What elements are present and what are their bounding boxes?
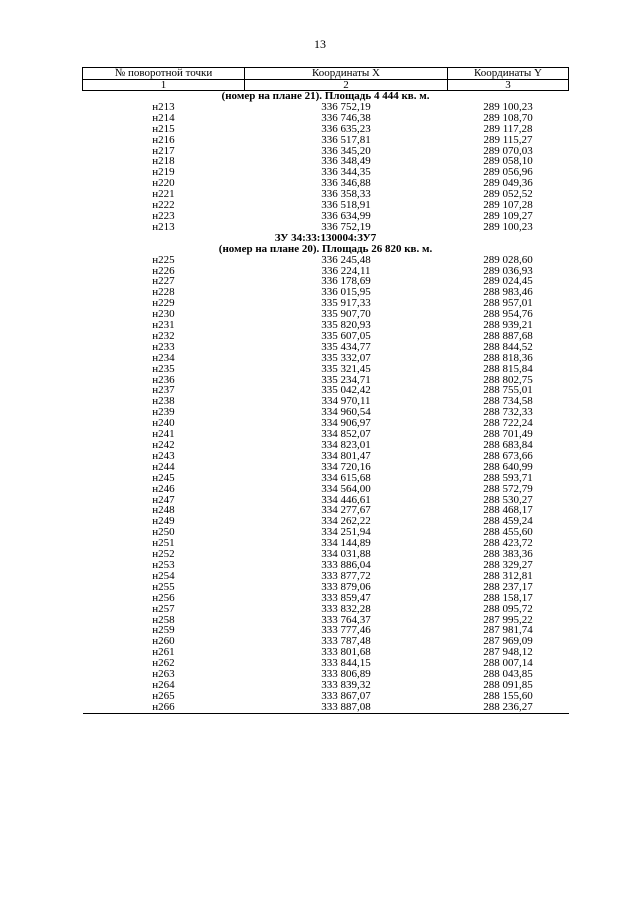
point-number-cell: н235 <box>152 363 175 375</box>
table-row <box>83 560 569 571</box>
coordinate-x-cell: 334 144,89 <box>321 538 371 550</box>
coordinate-x-cell: 333 801,68 <box>321 647 371 659</box>
point-number-cell: н231 <box>152 320 175 331</box>
table-row <box>83 178 569 189</box>
table-row <box>83 385 569 396</box>
header-coordinate-x: Координаты X <box>245 68 448 80</box>
coordinate-x-cell: 336 752,19 <box>321 101 371 113</box>
point-number-cell: н221 <box>152 189 175 201</box>
coordinate-y-cell: 289 058,10 <box>483 156 533 168</box>
table-row <box>83 429 569 440</box>
table-row <box>83 462 569 473</box>
page-number: 13 <box>314 37 326 51</box>
coordinate-x-cell: 336 746,38 <box>321 112 371 124</box>
table-row <box>83 266 569 277</box>
table-row <box>83 276 569 287</box>
table-row <box>83 647 569 658</box>
coordinate-x-cell: 333 877,72 <box>321 570 371 582</box>
point-number-cell: н249 <box>152 516 175 528</box>
coordinate-y-cell: 287 995,22 <box>483 614 533 626</box>
table-body <box>83 91 569 714</box>
coordinates-table <box>82 67 569 714</box>
coordinate-x-cell: 334 801,47 <box>321 450 371 462</box>
table-row <box>83 658 569 669</box>
table-row <box>83 593 569 604</box>
point-number-cell: н266 <box>83 702 245 713</box>
coordinate-x-cell: 334 251,94 <box>321 527 371 539</box>
table-row <box>83 102 569 113</box>
coordinate-x-cell: 333 844,15 <box>321 658 371 670</box>
section-heading-row <box>83 233 569 244</box>
table-row <box>83 549 569 560</box>
coordinate-x-cell: 333 887,08 <box>245 702 448 713</box>
point-number-cell: н213 <box>152 221 175 233</box>
point-number-cell: н233 <box>152 341 175 353</box>
coordinate-x-cell: 334 615,68 <box>321 472 371 484</box>
coordinate-x-cell: 335 820,93 <box>321 320 371 331</box>
coordinates-table-container <box>82 67 568 714</box>
header-column-number-1: 1 <box>83 80 245 91</box>
table-row <box>83 451 569 462</box>
coordinate-x-cell: 335 607,05 <box>321 330 371 342</box>
coordinate-x-cell: 334 720,16 <box>321 461 371 473</box>
point-number-cell: н258 <box>152 614 175 626</box>
point-number-cell: н236 <box>152 374 175 386</box>
coordinate-y-cell: 288 887,68 <box>483 330 533 342</box>
coordinate-y-cell: 288 423,72 <box>483 538 533 550</box>
table-row <box>83 146 569 157</box>
table-row <box>83 342 569 353</box>
coordinate-x-cell: 334 031,88 <box>321 549 371 560</box>
table-row <box>83 113 569 124</box>
point-number-cell: н247 <box>152 494 175 506</box>
coordinate-y-cell: 288 007,14 <box>483 658 533 670</box>
coordinate-x-cell: 334 564,00 <box>321 483 371 495</box>
coordinate-x-cell: 334 906,97 <box>321 418 371 430</box>
point-number-cell: н240 <box>152 418 175 430</box>
coordinate-y-cell: 288 954,76 <box>483 309 533 321</box>
point-number-cell: н265 <box>152 690 175 702</box>
coordinate-x-cell: 333 879,06 <box>321 581 371 593</box>
point-number-cell: н237 <box>152 385 175 397</box>
coordinate-x-cell: 335 907,70 <box>321 309 371 321</box>
coordinate-y-cell: 288 755,01 <box>483 385 533 397</box>
coordinate-y-cell: 288 158,17 <box>483 592 533 604</box>
point-number-cell: н222 <box>152 200 175 211</box>
coordinate-y-cell: 288 818,36 <box>483 352 533 364</box>
coordinate-y-cell: 289 052,52 <box>483 189 533 201</box>
header-column-number-3: 3 <box>448 80 569 91</box>
coordinate-y-cell: 289 108,70 <box>483 112 533 124</box>
point-number-cell: н239 <box>152 407 175 419</box>
point-number-cell: н227 <box>152 276 175 288</box>
coordinate-x-cell: 333 787,48 <box>321 636 371 648</box>
coordinate-x-cell: 336 634,99 <box>321 210 371 222</box>
header-coordinate-y: Координаты Y <box>448 68 569 80</box>
coordinate-y-cell: 289 100,23 <box>483 101 533 113</box>
point-number-cell: н223 <box>152 210 175 222</box>
coordinate-x-cell: 335 332,07 <box>321 352 371 364</box>
point-number-cell: н254 <box>152 570 175 582</box>
point-number-cell: н215 <box>152 123 175 135</box>
table-row <box>83 353 569 364</box>
table-row <box>83 636 569 647</box>
point-number-cell: н232 <box>152 330 175 342</box>
table-row <box>83 124 569 135</box>
table-row <box>83 505 569 516</box>
table-row <box>83 331 569 342</box>
point-number-cell: н217 <box>152 145 175 157</box>
point-number-cell: н228 <box>152 287 175 299</box>
point-number-cell: н244 <box>152 461 175 473</box>
point-number-cell: н251 <box>152 538 175 550</box>
coordinate-x-cell: 333 764,37 <box>321 614 371 626</box>
coordinate-y-cell: 289 070,03 <box>483 145 533 157</box>
coordinate-x-cell: 336 358,33 <box>321 189 371 201</box>
point-number-cell: н250 <box>152 527 175 539</box>
coordinate-x-cell: 336 518,91 <box>321 200 371 211</box>
coordinate-y-cell: 288 802,75 <box>483 374 533 386</box>
coordinate-y-cell: 288 237,17 <box>483 581 533 593</box>
table-row <box>83 473 569 484</box>
table-row <box>83 375 569 386</box>
coordinate-y-cell: 288 095,72 <box>483 603 533 615</box>
table-row <box>83 440 569 451</box>
coordinate-y-cell: 288 459,24 <box>483 516 533 528</box>
coordinate-x-cell: 336 752,19 <box>321 221 371 233</box>
coordinate-x-cell: 335 917,33 <box>321 298 371 310</box>
coordinate-x-cell: 335 042,42 <box>321 385 371 397</box>
table-header <box>83 68 569 91</box>
coordinate-x-cell: 336 345,20 <box>321 145 371 157</box>
point-number-cell: н257 <box>152 603 175 615</box>
point-number-cell: н264 <box>152 679 175 691</box>
coordinate-x-cell: 333 806,89 <box>321 669 371 680</box>
coordinate-x-cell: 336 344,35 <box>321 167 371 179</box>
point-number-cell: н262 <box>152 658 175 670</box>
coordinate-y-cell: 288 468,17 <box>483 505 533 517</box>
point-number-cell: н263 <box>152 669 175 680</box>
table-row <box>83 582 569 593</box>
coordinate-y-cell: 289 100,23 <box>483 221 533 233</box>
table-row <box>83 287 569 298</box>
table-row <box>83 407 569 418</box>
point-number-cell: н242 <box>152 440 175 451</box>
coordinate-y-cell: 289 115,27 <box>483 134 533 146</box>
coordinate-x-cell: 333 867,07 <box>321 690 371 702</box>
table-row <box>83 604 569 615</box>
coordinate-y-cell: 288 043,85 <box>483 669 533 680</box>
table-row <box>83 495 569 506</box>
section-heading: ЗУ 34:33:130004:ЗУ7 <box>274 232 377 244</box>
coordinate-x-cell: 336 346,88 <box>321 178 371 190</box>
table-row <box>83 615 569 626</box>
point-number-cell: н226 <box>152 265 175 277</box>
coordinate-x-cell: 333 886,04 <box>321 559 371 571</box>
point-number-cell: н245 <box>152 472 175 484</box>
coordinate-y-cell: 288 722,24 <box>483 418 533 430</box>
point-number-cell: н253 <box>152 559 175 571</box>
point-number-cell: н219 <box>152 167 175 179</box>
table-row <box>83 200 569 211</box>
table-row <box>83 571 569 582</box>
coordinate-y-cell: 289 056,96 <box>483 167 533 179</box>
point-number-cell: н252 <box>152 549 175 560</box>
coordinate-x-cell: 334 960,54 <box>321 407 371 419</box>
coordinate-y-cell: 288 983,46 <box>483 287 533 299</box>
coordinate-y-cell: 288 383,36 <box>483 549 533 560</box>
table-row <box>83 625 569 636</box>
point-number-cell: н248 <box>152 505 175 517</box>
coordinate-y-cell: 288 957,01 <box>483 298 533 310</box>
coordinate-y-cell: 288 236,27 <box>448 702 569 713</box>
coordinate-y-cell: 288 683,84 <box>483 440 533 451</box>
coordinate-y-cell: 288 530,27 <box>483 494 533 506</box>
point-number-cell: н241 <box>152 429 175 440</box>
section-heading: (номер на плане 20). Площадь 26 820 кв. м. <box>218 243 433 255</box>
point-number-cell: н234 <box>152 352 175 364</box>
coordinate-x-cell: 336 015,95 <box>321 287 371 299</box>
point-number-cell: н246 <box>152 483 175 495</box>
coordinate-x-cell: 334 277,67 <box>321 505 371 517</box>
coordinate-y-cell: 287 981,74 <box>483 625 533 637</box>
table-row <box>83 156 569 167</box>
table-row <box>83 396 569 407</box>
point-number-cell: н229 <box>152 298 175 310</box>
point-number-cell: н218 <box>152 156 175 168</box>
point-number-cell: н260 <box>152 636 175 648</box>
coordinate-x-cell: 334 446,61 <box>321 494 371 506</box>
coordinate-x-cell: 334 970,11 <box>321 396 371 408</box>
coordinate-y-cell: 289 117,28 <box>483 123 533 135</box>
section-heading-row <box>83 244 569 255</box>
coordinate-x-cell: 336 635,23 <box>321 123 371 135</box>
coordinate-y-cell: 288 593,71 <box>483 472 533 484</box>
coordinate-y-cell: 288 572,79 <box>483 483 533 495</box>
table-row <box>83 669 569 680</box>
coordinate-x-cell: 333 859,47 <box>321 592 371 604</box>
point-number-cell: н213 <box>152 101 175 113</box>
point-number-cell: н225 <box>152 254 175 266</box>
table-row <box>83 189 569 200</box>
table-row <box>83 538 569 549</box>
point-number-cell: н255 <box>152 581 175 593</box>
table-row <box>83 309 569 320</box>
table-row <box>83 320 569 331</box>
coordinate-x-cell: 334 852,07 <box>321 429 371 440</box>
table-row <box>83 298 569 309</box>
coordinate-y-cell: 289 024,45 <box>483 276 533 288</box>
table-row <box>83 211 569 222</box>
point-number-cell: н238 <box>152 396 175 408</box>
section-heading-row <box>83 91 569 102</box>
table-row <box>83 680 569 691</box>
header-point-number: № поворотной точки <box>83 68 245 80</box>
table-row <box>83 516 569 527</box>
coordinate-x-cell: 334 823,01 <box>321 440 371 451</box>
coordinate-x-cell: 336 178,69 <box>321 276 371 288</box>
coordinate-x-cell: 333 777,46 <box>321 625 371 637</box>
coordinate-x-cell: 333 839,32 <box>321 679 371 691</box>
coordinate-y-cell: 288 329,27 <box>483 559 533 571</box>
coordinate-x-cell: 335 234,71 <box>321 374 371 386</box>
table-row <box>83 135 569 146</box>
header-column-number-2: 2 <box>245 80 448 91</box>
section-heading: (номер на плане 21). Площадь 4 444 кв. м. <box>221 90 430 102</box>
coordinate-y-cell: 288 312,81 <box>483 570 533 582</box>
table-row <box>83 167 569 178</box>
coordinate-x-cell: 335 321,45 <box>321 363 371 375</box>
coordinate-y-cell: 289 107,28 <box>483 200 533 211</box>
table-row <box>83 702 569 713</box>
point-number-cell: н256 <box>152 592 175 604</box>
coordinate-y-cell: 289 109,27 <box>483 210 533 222</box>
table-row <box>83 255 569 266</box>
coordinate-y-cell: 288 939,21 <box>483 320 533 331</box>
table-row <box>83 527 569 538</box>
table-row <box>83 418 569 429</box>
point-number-cell: н261 <box>152 647 175 659</box>
point-number-cell: н230 <box>152 309 175 321</box>
coordinate-y-cell: 288 701,49 <box>483 429 533 440</box>
coordinate-y-cell: 288 091,85 <box>483 679 533 691</box>
coordinate-y-cell: 288 844,52 <box>483 341 533 353</box>
coordinate-x-cell: 336 517,81 <box>321 134 371 146</box>
point-number-cell: н243 <box>152 450 175 462</box>
point-number-cell: н216 <box>152 134 175 146</box>
coordinate-y-cell: 287 948,12 <box>483 647 533 659</box>
table-row <box>83 691 569 702</box>
coordinate-x-cell: 336 348,49 <box>321 156 371 168</box>
coordinate-x-cell: 336 224,11 <box>321 265 371 277</box>
point-number-cell: н259 <box>152 625 175 637</box>
coordinate-y-cell: 287 969,09 <box>483 636 533 648</box>
table-row <box>83 222 569 233</box>
coordinate-x-cell: 336 245,48 <box>321 254 371 266</box>
coordinate-y-cell: 289 049,36 <box>483 178 533 190</box>
table-row <box>83 364 569 375</box>
coordinate-x-cell: 333 832,28 <box>321 603 371 615</box>
coordinate-y-cell: 288 640,99 <box>483 461 533 473</box>
coordinate-y-cell: 289 036,93 <box>483 265 533 277</box>
coordinate-y-cell: 288 673,66 <box>483 450 533 462</box>
coordinate-y-cell: 288 734,58 <box>483 396 533 408</box>
point-number-cell: н220 <box>152 178 175 190</box>
coordinate-y-cell: 288 455,60 <box>483 527 533 539</box>
coordinate-y-cell: 289 028,60 <box>483 254 533 266</box>
coordinate-y-cell: 288 815,84 <box>483 363 533 375</box>
point-number-cell: н214 <box>152 112 175 124</box>
table-row <box>83 484 569 495</box>
coordinate-x-cell: 335 434,77 <box>321 341 371 353</box>
coordinate-y-cell: 288 155,60 <box>483 690 533 702</box>
coordinate-y-cell: 288 732,33 <box>483 407 533 419</box>
coordinate-x-cell: 334 262,22 <box>321 516 371 528</box>
